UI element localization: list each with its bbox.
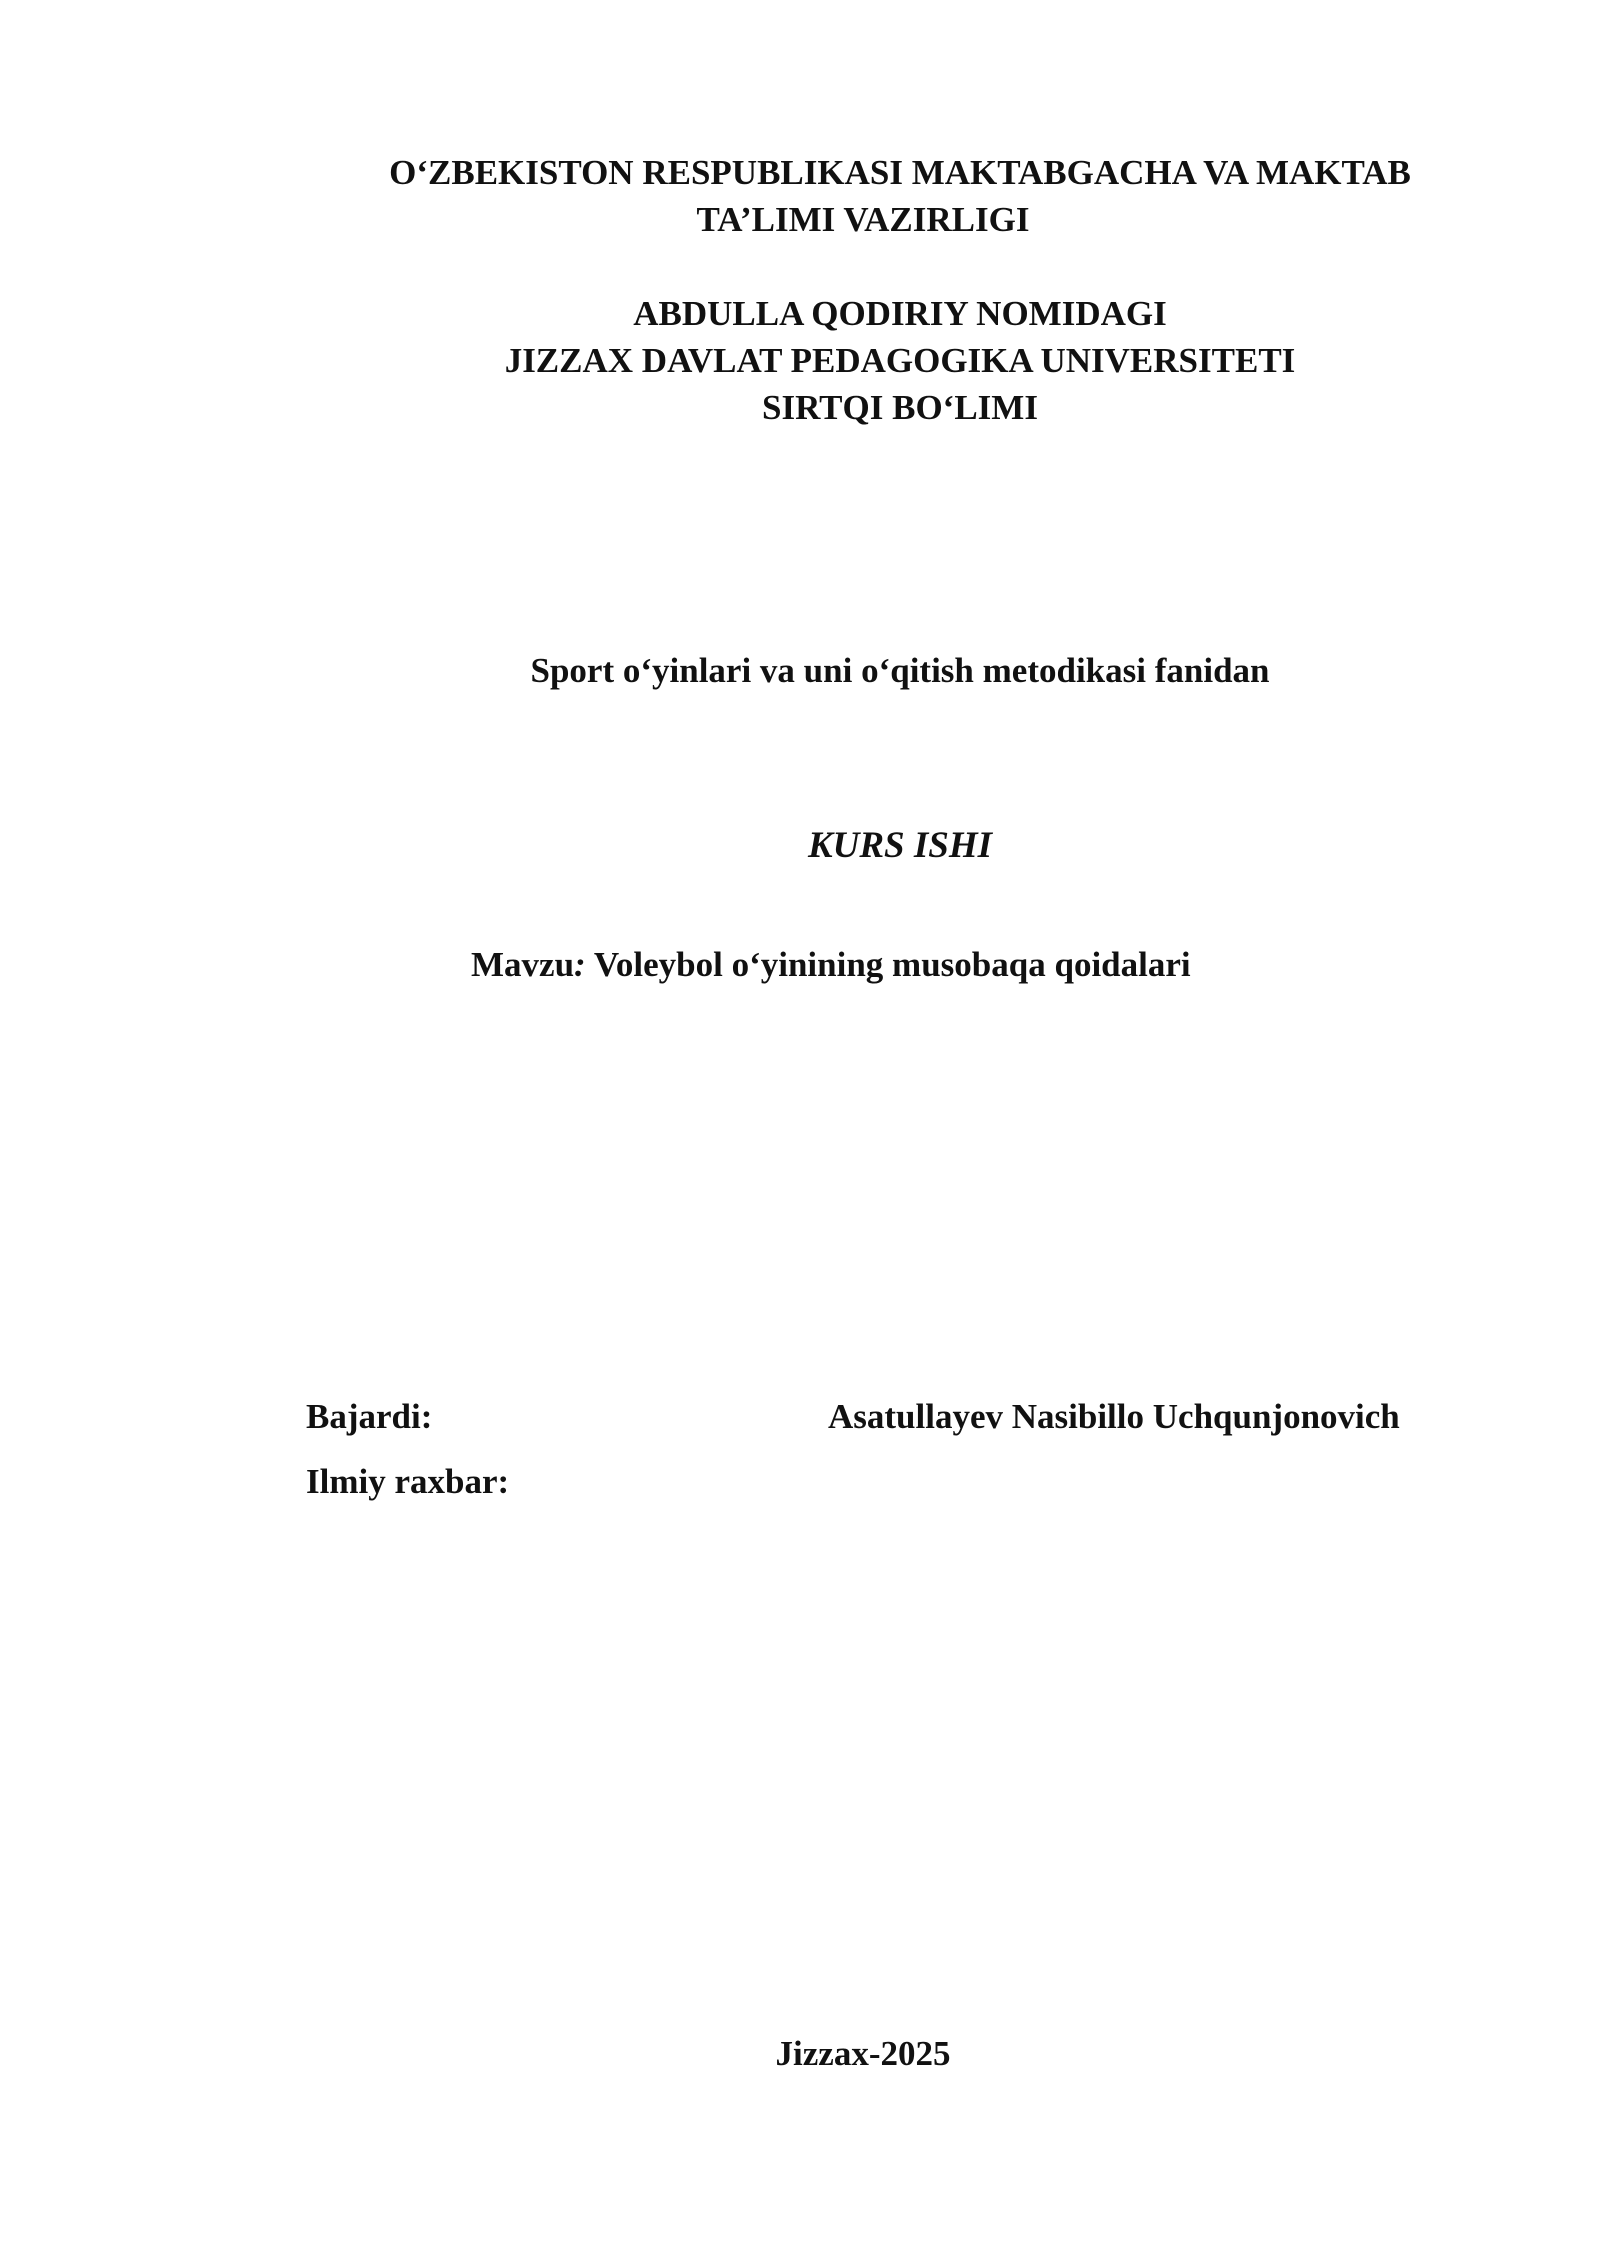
performer-label: Bajardi:	[306, 1397, 433, 1436]
topic-title: Voleybol o‘yinining musobaqa qoidalari	[585, 945, 1191, 984]
subject-title: Sport o‘yinlari va uni o‘qitish metodikasi fanidan	[530, 651, 1270, 690]
performer-name: Asatullayev Nasibillo Uchqunjonovich	[828, 1397, 1400, 1436]
place-year: Jizzax-2025	[775, 2034, 951, 2073]
topic-colon: :	[574, 945, 586, 984]
topic-label: Mavzu	[471, 945, 575, 984]
work-type-title: KURS ISHI	[807, 825, 993, 866]
ministry-line-2: TA’LIMI VAZIRLIGI	[696, 200, 1030, 239]
department-name: SIRTQI BO‘LIMI	[762, 388, 1038, 427]
supervisor-label: Ilmiy raxbar:	[306, 1462, 510, 1501]
ministry-line-1: O‘ZBEKISTON RESPUBLIKASI MAKTABGACHA VA MAKTAB	[389, 153, 1411, 192]
topic-line	[471, 945, 1191, 985]
university-line-2: JIZZAX DAVLAT PEDAGOGIKA UNIVERSITETI	[504, 341, 1296, 380]
university-line-1: ABDULLA QODIRIY NOMIDAGI	[633, 294, 1167, 333]
